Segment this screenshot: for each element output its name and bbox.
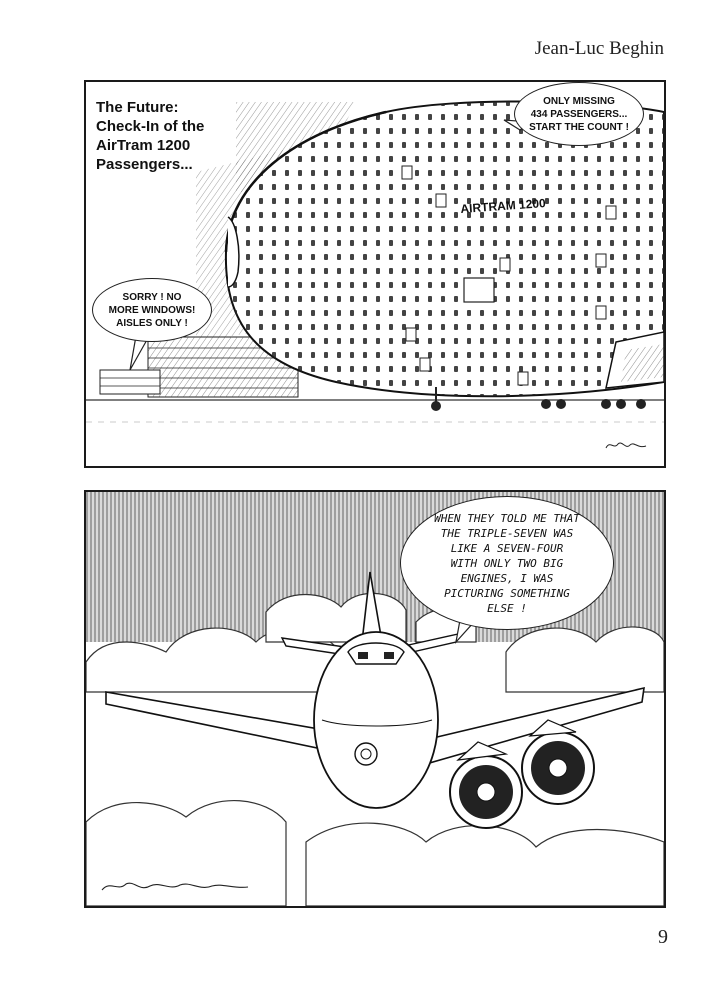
signature-scribble [100, 878, 250, 894]
speech-bubble-triple-seven: WHEN THEY TOLD ME THAT THE TRIPLE-SEVEN WAS LIKE A SEVEN-FOUR WITH ONLY TWO BIG ENGINES, I WAS PICTURING SOMETHING ELSE ! [400, 496, 614, 630]
speech-bubble-no-windows: SORRY ! NO MORE WINDOWS! AISLES ONLY ! [92, 278, 212, 342]
panel-caption: The Future: Check-In of the AirTram 1200 Passengers... [96, 99, 205, 173]
fuselage-label: AIRTRAM 1200 [460, 196, 547, 216]
author-name: Jean-Luc Beghin [534, 38, 664, 59]
signature-scribble [604, 438, 648, 452]
landing-gear [431, 399, 646, 411]
artist-signature-1 [604, 438, 648, 452]
artist-signature-2 [100, 878, 250, 894]
cartoon-panel-triple-seven [84, 490, 666, 908]
cartoon-panel-airtram [84, 80, 666, 468]
page-number: 9 [658, 926, 668, 948]
speech-bubble-missing-passengers: ONLY MISSING 434 PASSENGERS... START THE COUNT ! [514, 82, 644, 146]
